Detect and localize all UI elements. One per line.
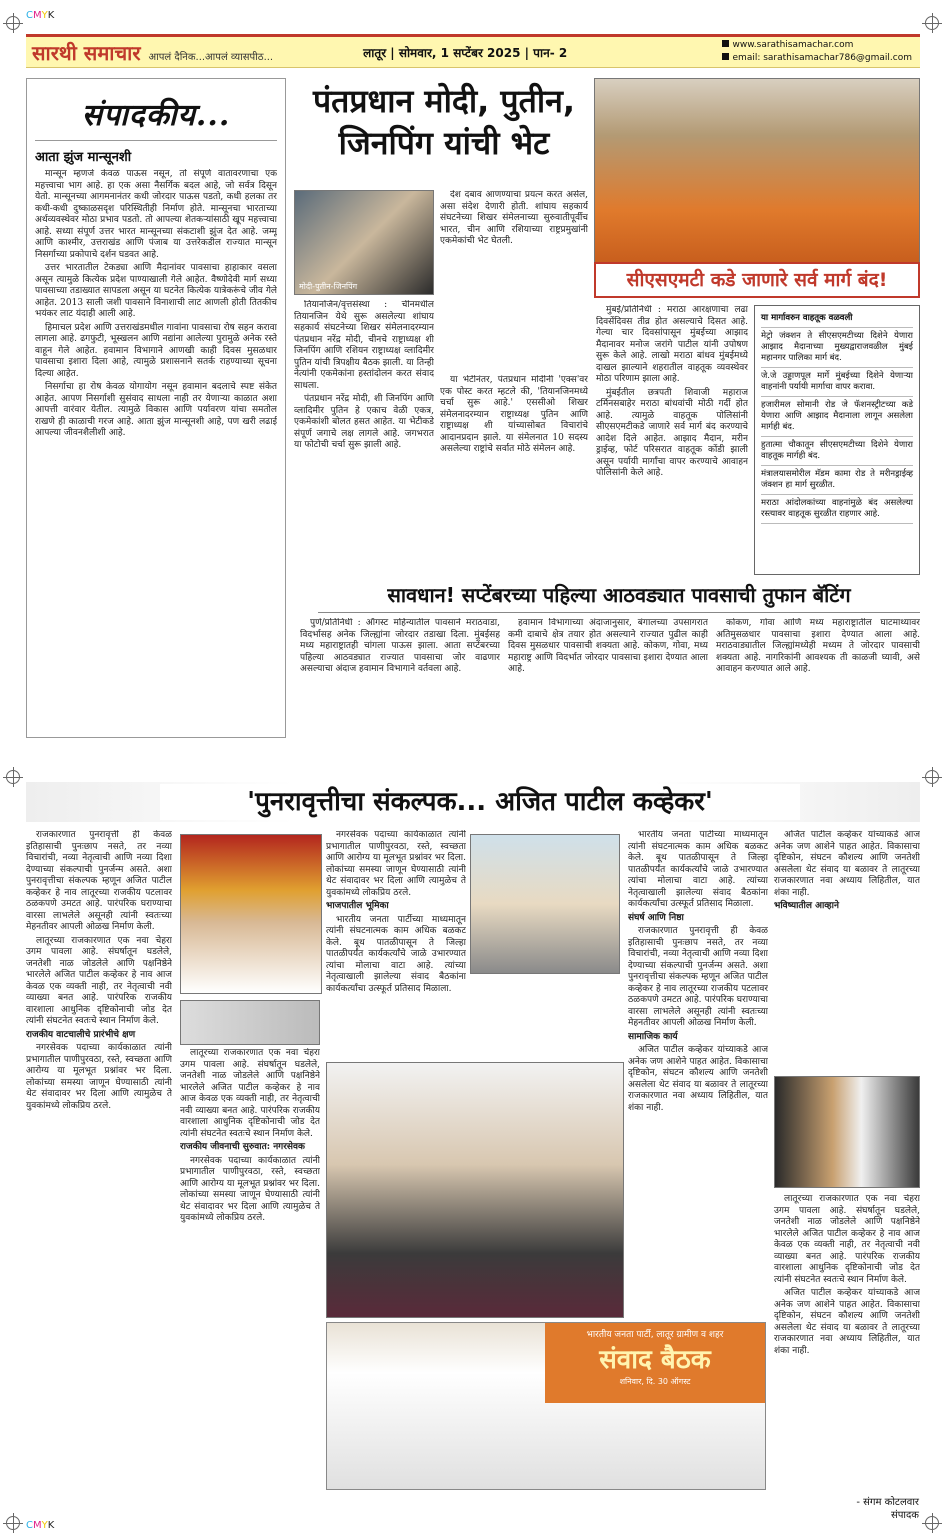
byline-author: - संगम कोटलवार	[856, 1497, 919, 1508]
newspaper-brand: सारथी समाचार	[32, 40, 141, 65]
profile-body-col4	[628, 830, 768, 1318]
profile-body-col1	[26, 830, 172, 1495]
editorial-heading: संपादकीय...	[35, 85, 277, 141]
globe-icon	[722, 40, 729, 47]
profile-paragraph: नगरसेवक पदाच्या कार्यकाळात त्यांनी प्रभागातील पाणीपुरवठा, रस्ते, स्वच्छता आणि आरोग्य या मूलभूत प्रश्नांवर भर दिला. लोकांच्या समस्या जाणून घेण्यासाठी त्यांनी थेट संवादावर भर दिला आणि त्यामुळेच ते युवकांमध्ये लोकप्रिय ठरले.	[26, 1043, 172, 1111]
registration-mark-icon	[925, 16, 939, 30]
contact-block	[722, 39, 920, 65]
editorial-paragraph: निसर्गाचा हा रोष केवळ योगायोग नसून हवामान बदलाचे स्पष्ट संकेत आहेत. आपण निसर्गाशी सुसंवाद साधला नाही तर येणाऱ्या काळात अशा आपत्ती वारंवार येतील. त्यामुळे विकास आणि पर्यावरण यांचा समतोल राखणे ही काळाची गरज आहे. आता झुंज मान्सूनशी आहे, पण खरी लढाई आपल्या जीवनशैलीशी आहे.	[35, 382, 277, 438]
sidebar-item: मराठा आंदोलकांच्या वाहनांमुळे बंद असलेल्या रस्त्यावर वाहतूक सुरळीत राहणार आहे.	[761, 495, 913, 524]
event-banner	[545, 1323, 765, 1403]
rain-paragraph: पुणे/प्रतिनिधी : ऑगस्ट महिन्यातील पावसाने मराठवाडा, विदर्भासह अनेक जिल्ह्यांना जोरदार तडाखा दिला. मुंबईसह मध्य महाराष्ट्रातही चांगला पाऊस झाला. आता सप्टेंबरच्या पहिल्या आठवड्यात राज्यात पावसाचा जोर वाढणार असल्याचा अंदाज हवामान विभागाने वर्तवला आहे.	[300, 618, 500, 674]
profile-body-col5	[774, 830, 920, 1070]
cmyk-y: Y	[41, 10, 48, 21]
profile-paragraph: लातूरच्या राजकारणात एक नवा चेहरा उगम पावला आहे. संघर्षातून घडलेले, जनतेशी नाळ जोडलेले आणि पक्षनिष्ठेने भारलेले अजित पाटील कव्हेकर हे नाव आज केवळ एक व्यक्ती नाही, तर नेतृत्वाची नवी व्याख्या बनत आहे. पारंपरिक राजकीय वारशाला आधुनिक दृष्टिकोनाची जोड देत त्यांनी संघटनेत स्वतःचे स्थान निर्माण केले.	[26, 935, 172, 1026]
greeting-photo	[774, 1076, 920, 1188]
cmyk-k: K	[47, 10, 55, 21]
profile-body-col6	[774, 1194, 920, 1490]
lead-body-col1	[440, 190, 588, 370]
banner-line: भारतीय जनता पार्टी, लातूर ग्रामीण व शहर	[586, 1330, 724, 1340]
byline	[856, 1496, 919, 1522]
lead-headline: पंतप्रधान मोदी, पुतीन, जिनपिंग यांची भेट	[312, 82, 576, 162]
profile-paragraph: अजित पाटील कव्हेकर यांच्याकडे आज अनेक जण आशेने पाहत आहेत. विकासाचा दृष्टिकोन, संघटन कौशल्य आणि जनतेशी असलेला थेट संवाद या बळावर ते लातूरच्या राजकारणात नवा अध्याय लिहितील, यात शंका नाही.	[774, 830, 920, 898]
lead-body-col2	[294, 300, 434, 570]
masthead	[26, 34, 920, 68]
mail-icon	[722, 53, 729, 60]
sidebar-item: हजारीमल सोमानी रोड जे फॅशनस्ट्रीटच्या कडे येणारा आणि आझाद मैदानाला लागून असलेला मार्गही बंद.	[761, 397, 913, 437]
profile-paragraph: भारतीय जनता पार्टीच्या माध्यमातून त्यांनी संघटनात्मक काम अधिक बळकट केले. बूथ पातळीपासून ते जिल्हा पातळीपर्यंत कार्यकर्त्यांचे जाळे उभारण्यात त्यांचा मोलाचा वाटा आहे. त्यांच्या नेतृत्वाखाली झालेल्या संवाद बैठकांना कार्यकर्त्यांचा उत्स्फूर्त प्रतिसाद मिळाला.	[628, 830, 768, 909]
cmyk-mark-bottom	[26, 1520, 54, 1531]
profile-subheading: भविष्यातील आव्हाने	[774, 901, 840, 911]
rain-paragraph: कोकण, गोवा आणि मध्य महाराष्ट्रातील घाटमाथ्यावर अतिमुसळधार पावसाचा इशारा देण्यात आला आहे. मराठवाड्यातील जिल्ह्यांमध्येही मध्यम ते जोरदार पावसाची शक्यता आहे. नागरिकांनी आवश्यक ती काळजी घ्यावी, असे आवाहन करण्यात आले आहे.	[716, 618, 920, 674]
sidebar-item: जे.जे उड्डाणपूल मार्गे मुंबईच्या दिशेने येणाऱ्या वाहनांनी पर्यायी मार्गाचा वापर करावा.	[761, 368, 913, 397]
registration-mark-icon	[6, 16, 20, 30]
cmyk-k: K	[47, 1520, 55, 1531]
newspaper-tagline: आपलं दैनिक...आपलं व्यासपीठ...	[148, 52, 274, 63]
divider	[318, 612, 920, 613]
editorial-paragraph: मान्सून म्हणजे केवळ पाऊस नसून, तो संपूर्ण वातावरणाचा एक महत्त्वाचा भाग आहे. हा एक असा नैसर्गिक बदल आहे, जो सर्वत्र दिसून येतो. मान्सूनच्या आगमनानंतर कधी जोरदार पाऊस पडतो, कधी हलका तर कधी-कधी दुष्काळसदृश परिस्थितीही निर्माण होते. मान्सूनचा भारताच्या अर्थव्यवस्थेवर मोठा प्रभाव पडतो. तो आपल्या शेतकऱ्यांसाठी खूप महत्त्वाचा आहे. सध्या संपूर्ण उत्तर भारत मान्सूनच्या संकटाशी झुंज देत आहे. जम्मू आणि काश्मीर, उत्तराखंड आणि पंजाब या उत्तरेकडील राज्यात मान्सून निसर्गाच्या प्रकोपाचे दर्शन घडवत आहे.	[35, 169, 277, 260]
profile-subheading: सामाजिक कार्य	[628, 1031, 678, 1042]
profile-paragraph: भारतीय जनता पार्टीच्या माध्यमातून त्यांनी संघटनात्मक काम अधिक बळकट केले. बूथ पातळीपासून ते जिल्हा पातळीपर्यंत कार्यकर्त्यांचे जाळे उभारण्यात त्यांचा मोलाचा वाटा आहे. त्यांच्या नेतृत्वाखाली झालेल्या संवाद बैठकांना कार्यकर्त्यांचा उत्स्फूर्त प्रतिसाद मिळाला.	[326, 914, 466, 994]
registration-mark-icon	[925, 770, 939, 784]
protest-crowd-photo	[594, 78, 920, 268]
profile-paragraph: लातूरच्या राजकारणात एक नवा चेहरा उगम पावला आहे. संघर्षातून घडलेले, जनतेशी नाळ जोडलेले आणि पक्षनिष्ठेने भारलेले अजित पाटील कव्हेकर हे नाव आज केवळ एक व्यक्ती नाही, तर नेतृत्वाची नवी व्याख्या बनत आहे. पारंपरिक राजकीय वारशाला आधुनिक दृष्टिकोनाची जोड देत त्यांनी संघटनेत स्वतःचे स्थान निर्माण केले.	[180, 1048, 320, 1139]
profile-paragraph: राजकारणात पुनरावृत्ती ही केवळ इतिहासाची पुनःछाप नसते, तर नव्या विचारांची, नव्या नेतृत्वाची आणि नव्या दिशा देण्याच्या संकल्पाची पुनर्जन्म असते. अशा पुनरावृत्तीचा संकल्पक म्हणून अजित पाटील कव्हेकर हे नाव लातूरच्या राजकीय पटलावर ठळकपणे उमटत आहे. पारंपरिक घराण्याचा वारसा लाभलेले असूनही त्यांनी स्वतःच्या मेहनतीवर आपली ओळख निर्माण केली.	[26, 830, 172, 932]
profile-subheading: संघर्ष आणि निष्ठा	[628, 912, 684, 923]
profile-paragraph: नगरसेवक पदाच्या कार्यकाळात त्यांनी प्रभागातील पाणीपुरवठा, रस्ते, स्वच्छता आणि आरोग्य या मूलभूत प्रश्नांवर भर दिला. लोकांच्या समस्या जाणून घेण्यासाठी त्यांनी थेट संवादावर भर दिला आणि त्यामुळेच ते युवकांमध्ये लोकप्रिय ठरले.	[180, 1155, 320, 1223]
csmt-paragraph: मुंबई/प्रतिनिधी : मराठा आरक्षणाचा लढा दिवसेंदिवस तीव्र होत असल्याचे दिसत आहे. गेल्या चार दिवसांपासून मुंबईच्या आझाद मैदानावर मनोज जरांगे पाटील यांनी उपोषण सुरू केले आहे. लाखो मराठा बांधव मुंबईमध्ये दाखल झाल्याने शहरातील वाहतूक व्यवस्थेवर मोठा परिणाम झाला आहे.	[596, 305, 748, 384]
csmt-body	[596, 305, 748, 575]
profile-paragraph: राजकारणात पुनरावृत्ती ही केवळ इतिहासाची पुनःछाप नसते, तर नव्या विचारांची, नव्या नेतृत्वाची आणि नव्या दिशा देण्याच्या संकल्पाची पुनर्जन्म असते. अशा पुनरावृत्तीचा संकल्पक म्हणून अजित पाटील कव्हेकर हे नाव लातूरच्या राजकीय पटलावर ठळकपणे उमटत आहे. पारंपरिक घराण्याचा वारसा लाभलेले असूनही त्यांनी स्वतःच्या मेहनतीवर आपली ओळख निर्माण केली.	[628, 926, 768, 1028]
cmyk-m: M	[32, 1520, 42, 1531]
rain-paragraph: हवामान विभागाच्या अंदाजानुसार, बंगालच्या उपसागरात कमी दाबाचे क्षेत्र तयार होत असल्याने राज्यात पुढील काही दिवस मुसळधार पावसाची शक्यता आहे. कोकण, गोवा, मध्य महाराष्ट्र आणि विदर्भात जोरदार पावसाचा इशारा देण्यात आला आहे.	[508, 618, 708, 674]
email-link[interactable]: email: sarathisamachar786@gmail.com	[732, 53, 912, 63]
sidebar-item: या मार्गावरुन वाहतूक वळवली	[761, 310, 913, 328]
lead-paragraph: तियानजिन/वृत्तसंस्था : चीनमधील तियानजिन येथे सुरू असलेल्या शांघाय सहकार्य संघटनेच्या शिखर संमेलनादरम्यान पंतप्रधान नरेंद्र मोदी, चीनचे राष्ट्राध्यक्ष शी जिनपिंग आणि रशियन राष्ट्राध्यक्ष व्लादिमीर पुतिन यांची त्रिपक्षीय बैठक झाली. या तिन्ही नेत्यांनी एकमेकांना हस्तांदोलन करत संवाद साधला.	[294, 300, 434, 391]
lead-paragraph: या भेटीनंतर, पंतप्रधान मोदींनी 'एक्स'वर एक पोस्ट करत म्हटले की, 'तियानजिनमध्ये चर्चा सुरू आहे.' एससीओ शिखर संमेलनादरम्यान राष्ट्राध्यक्ष पुतिन आणि राष्ट्राध्यक्ष शी यांच्यासोबत विचारांचे आदानप्रदान झाले. या संमेलनात 10 सदस्य असलेल्या राष्ट्रांचे सर्वात मोठे संमेलन आहे.	[440, 375, 588, 454]
portrait-photo	[180, 834, 322, 994]
lead-paragraph: पंतप्रधान नरेंद्र मोदी, शी जिनपिंग आणि व्लादिमीर पुतिन हे एकाच वेळी एकत्र, एकमेकांशी बोलत हसत आहेत. या भेटीकडे संपूर्ण जगाचे लक्ष लागले आहे. जगभरात या फोटोची चर्चा सुरू झाली आहे.	[294, 394, 434, 450]
sidebar-item: मेट्रो जंक्शन ते सीएसएमटीच्या दिशेने येणारा आझाद मैदानाच्या मुख्यद्वाराजवळील मुंबई महानगर पालिका मार्ग बंद.	[761, 328, 913, 368]
cmyk-c: C	[26, 1520, 33, 1531]
rain-body-col1	[300, 618, 500, 768]
cmyk-m: M	[32, 10, 42, 21]
profile-body-col2	[180, 1048, 320, 1493]
cmyk-y: Y	[41, 1520, 48, 1531]
banner-date: शनिवार, दि. 30 ऑगस्ट	[619, 1377, 691, 1386]
rain-headline: सावधान! सप्टेंबरच्या पहिल्या आठवड्यात पावसाची तुफान बॅटिंग	[387, 583, 851, 607]
registration-mark-icon	[925, 1516, 939, 1530]
editorial-column	[26, 78, 286, 738]
group-photo-1	[470, 834, 620, 974]
profile-paragraph: नगरसेवक पदाच्या कार्यकाळात त्यांनी प्रभागातील पाणीपुरवठा, रस्ते, स्वच्छता आणि आरोग्य या मूलभूत प्रश्नांवर भर दिला. लोकांच्या समस्या जाणून घेण्यासाठी त्यांनी थेट संवादावर भर दिला आणि त्यामुळेच ते युवकांमध्ये लोकप्रिय ठरले.	[326, 830, 466, 898]
editorial-body	[35, 169, 277, 729]
registration-mark-icon	[6, 1516, 20, 1530]
rain-body-col2	[508, 618, 708, 768]
samvad-baithak-photo	[326, 1322, 766, 1490]
byline-role: संपादक	[890, 1510, 919, 1521]
profile-paragraph: अजित पाटील कव्हेकर यांच्याकडे आज अनेक जण आशेने पाहत आहेत. विकासाचा दृष्टिकोन, संघटन कौशल्य आणि जनतेशी असलेला थेट संवाद या बळावर ते लातूरच्या राजकारणात नवा अध्याय लिहितील, यात शंका नाही.	[628, 1045, 768, 1113]
leaders-photo	[294, 190, 434, 295]
registration-mark-icon	[6, 770, 20, 784]
traffic-diversion-box	[754, 305, 920, 575]
dateline: लातूर | सोमवार, 1 सप्टेंबर 2025 | पान- 2	[363, 45, 568, 60]
sidebar-item: हुतात्मा चौकातून सीएसएमटीच्या दिशेने येणारा वाहतूक मार्गही बंद.	[761, 437, 913, 466]
group-photo-2	[180, 1000, 320, 1045]
lead-body-col3	[440, 375, 588, 570]
photo-caption: मोदी-पुतीन-जिनपिंग	[299, 282, 358, 291]
profile-headline: 'पुनरावृत्तीचा संकल्पक... अजित पाटील कव्हेकर'	[160, 784, 800, 820]
banner-title: संवाद बैठक	[599, 1345, 711, 1375]
profile-subheading: राजकीय वाटचालीचे प्रारंभीचे क्षण	[26, 1029, 136, 1040]
sidebar-item: मंत्रालयासमोरील मॅडम कामा रोड ते मरीनड्राईव्ह जंक्शन हा मार्ग सुरळीत.	[761, 466, 913, 495]
profile-subheading: राजकीय जीवनाची सुरुवात: नगरसेवक	[180, 1142, 305, 1152]
editorial-paragraph: हिमाचल प्रदेश आणि उत्तराखंडमधील गावांना पावसाचा रोष सहन करावा लागला आहे. ढगफुटी, भूस्खलन आणि नद्यांना आलेल्या पुरामुळे अनेक रस्ते वाहून गेले आहेत. हवामान विभागाने आणखी काही दिवस मुसळधार पावसाचा इशारा दिला आहे, त्यामुळे प्रशासनाने सतर्क राहण्याच्या सूचना दिल्या आहेत.	[35, 322, 277, 379]
profile-paragraph: लातूरच्या राजकारणात एक नवा चेहरा उगम पावला आहे. संघर्षातून घडलेले, जनतेशी नाळ जोडलेले आणि पक्षनिष्ठेने भारलेले अजित पाटील कव्हेकर हे नाव आज केवळ एक व्यक्ती नाही, तर नेतृत्वाची नवी व्याख्या बनत आहे. पारंपरिक राजकीय वारशाला आधुनिक दृष्टिकोनाची जोड देत त्यांनी संघटनेत स्वतःचे स्थान निर्माण केले.	[774, 1194, 920, 1285]
profile-subheading: भाजपातील भूमिका	[326, 901, 389, 911]
editorial-subheading: आता झुंज मान्सूनशी	[35, 150, 132, 165]
lead-paragraph: देश दबाव आणण्याचा प्रयत्न करत असेल, असा संदेश देणारी होती. शांघाय सहकार्य संघटनेच्या शिखर संमेलनाच्या सुरुवातीपूर्वीच भारत, चीन आणि रशियाच्या राष्ट्रप्रमुखांनी एकमेकांची भेट घेतली.	[440, 190, 588, 246]
profile-paragraph: अजित पाटील कव्हेकर यांच्याकडे आज अनेक जण आशेने पाहत आहेत. विकासाचा दृष्टिकोन, संघटन कौशल्य आणि जनतेशी असलेला थेट संवाद या बळावर ते लातूरच्या राजकारणात नवा अध्याय लिहितील, यात शंका नाही.	[774, 1288, 920, 1356]
csmt-paragraph: मुंबईतील छत्रपती शिवाजी महाराज टर्मिनसबाहेर मराठा बांधवांची मोठी गर्दी होत आहे. त्यामुळे वाहतूक पोलिसांनी सीएसएमटीकडे जाणारे सर्व मार्ग बंद करण्याचे आदेश दिले आहेत. आझाद मैदान, मरीन ड्राईव्ह, फोर्ट परिसरात वाहतूक कोंडी झाली असून पर्यायी मार्गांचा वापर करण्याचे आवाहन पोलिसांनी केले आहे.	[596, 387, 748, 478]
website-link[interactable]: www.sarathisamachar.com	[732, 40, 854, 50]
csmt-headline: सीएसएमटी कडे जाणारे सर्व मार्ग बंद!	[594, 262, 920, 298]
rain-body-col3	[716, 618, 920, 768]
cmyk-c: C	[26, 10, 33, 21]
felicitation-photo	[326, 1062, 624, 1318]
cmyk-mark-top	[26, 10, 54, 21]
editorial-paragraph: उत्तर भारतातील टेकड्या आणि मैदानांवर पावसाचा हाहाकार वसला असून त्यामुळे कित्येक प्रदेश पाण्याखाली गेले आहेत. वैष्णोदेवी मार्ग सध्या पावसाच्या तडाख्यात सापडला असून या घटनेत कित्येक यात्रेकरूंचे जीव गेले आहेत. 2013 साली जशी पावसाने विनाशाची लाट आणली होती तितकीच भयंकर लाट यंदाही आली आहे.	[35, 263, 277, 319]
